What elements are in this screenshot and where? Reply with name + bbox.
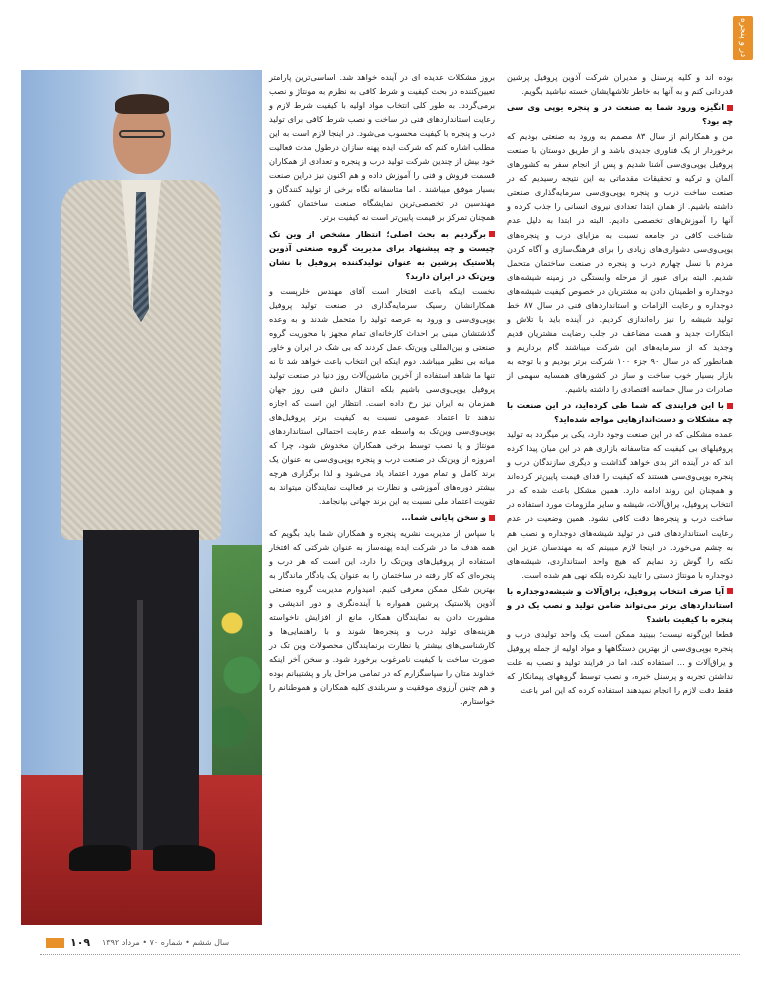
question-marker-icon	[489, 515, 495, 521]
interview-question	[507, 100, 733, 128]
question-text: با این فرایندی که شما طی کرده‌اید، در این صنعت با چه مشکلات و دست‌اندازهایی مواجه شده‌اید؟	[507, 400, 733, 425]
interview-question	[269, 227, 495, 283]
question-text: برگردیم به بحث اصلی؛ انتظار مشخص از وین تک چیست و چه پیشنهاد برای مدیریت گروه صنعتی آذوین پلاستیک پرشین به عنوان تولیدکننده پروفیل با نشان وین‌تک در ایران دارید؟	[269, 228, 495, 281]
text-column-right	[507, 70, 733, 697]
interview-question	[269, 510, 495, 524]
page-footer	[40, 936, 740, 956]
page-number: ۱۰۹	[70, 936, 91, 949]
text-column-middle	[269, 70, 495, 708]
question-marker-icon	[727, 588, 733, 594]
interview-question	[507, 398, 733, 426]
interview-question	[507, 584, 733, 626]
answer-paragraph: با سپاس از مدیریت نشریه پنجره و همکاران شما باید بگویم که همه هدف ما در شرکت ایده پهنه‌ساز به عنوان شرکتی که افتخار استفاده از پروفیل‌های وین‌تک را دارد، این است که هر درب و پنجره‌ای که کار رفته در ساختمان را به عنوان یک یادگار ماندگار به بهترین شکل ممکن معرفی کنیم. امیدوارم مدیریت گروه صنعتی آذوین پلاستیک پرشین همواره با آینده‌نگری و دور اندیشی و مشورت دادن به نمایندگان همکار، مانع از افزایش ناخواسته هزینه‌های تولید درب و پنجره‌ها شوند و با راهنمایی‌ها و کارشناسی‌های بیشتر یا نظارت برنمایندگان محصولات وین تک در صورت ساخت با کیفیت نامرغوب برخورد شود. و سخن آخر اینکه خداوند متان را سپاسگزارم که در تمامی مراحل یار و پشتیبانم بوده و هم چنین آرزوی موفقیت و سربلندی کلیه همکاران و هموطنانم را خواستارم.	[269, 527, 495, 707]
question-marker-icon	[489, 231, 495, 237]
footer-divider	[40, 954, 740, 955]
question-text: و سخن پایانی شما...	[401, 512, 486, 523]
footer-accent	[46, 938, 64, 948]
answer-paragraph: قطعا این‌گونه نیست؛ ببینید ممکن است یک واحد تولیدی درب و پنجره یوپی‌وی‌سی از بهترین دستگاهها و مواد اولیه از جمله پروفیل و یراق‌آلات و ... استفاده کند، اما در فرایند تولید و نصب به علت نداشتن تجربه و پرسنل خبره، و نصب توسط گروههای پیمانکار که فقط دقت لازم را انجام نمیدهند استفاده کرده که این امر باعث	[507, 628, 733, 696]
section-tab: در و پنجره	[733, 16, 753, 60]
question-text: آیا صرف انتخاب پروفیل، یراق‌آلات و شیشه‌دوجداره با استانداردهای برتر می‌تواند ضامن تولید و نصب یک در و پنجره با کیفیت باشد؟	[507, 585, 733, 624]
answer-paragraph: عمده مشکلی که در این صنعت وجود دارد، یکی بر میگردد به تولید پروفیلهای بی کیفیت که متاسفانه بازاری هم در این میان پیدا کرده اند که در آینده اثر بدی خواهد گذاشت و دیگری سازندگان درب و پنجره یوپی‌وی‌سی هستند که کیفیت را فدای قیمت پایین‌تر کرده‌اند و همچنان این روند ادامه دارد. همین مشکل باعث شده که در انتخاب پروفیل، یراق‌آلات، شیشه و سایر ملزومات مورد استفاده در ساخت درب و پنجره‌ها دقت کافی نشود. همین وضعیت در عدم رعایت استانداردهای فنی در تولید شیشه‌های دوجداره و نصب هم به چشم می‌خورد. در اینجا لازم میبینم که به مهندسان عزیز این نکته را گوش زد نمایم که هیچ واحد استانداردی، شیشه‌های دوجداره با مونتاژ دستی را تایید نکرده بلکه نهی هم شده است.	[507, 429, 733, 580]
answer-paragraph: نخست اینکه باعث افتخار است آقای مهندس خلرپست و همکارانشان رسیک سرمایه‌گذاری در صنعت تولید پروفیل یوپی‌وی‌سی و ورود به عرصه تولید را متحمل شدند و به وعده گذشتشان مبنی بر احداث کارخانه‌ای تمام مجهز با محوریت گروه صنعتی و بین‌المللی وین‌تک عمل کردند که بی شک در ایران و خاور میانه بی نظیر میباشد. دوم اینکه این انتخاب باعث خواهد شد تا نه تنها ما شاهد استفاده از آخرین ماشین‌آلات روز دنیا در صنعت تولید پروفیل یوپی‌وی‌سی باشیم بلکه انتقال دانش فنی روز جهان همزمان به ایران نیز رخ داده است. انتظار این است که اجازه ندهند تا اعتماد عمومی نسبت به کیفیت برتر پروفیل‌های یوپی‌وی‌سی وین‌تک به واسطه عدم رعایت احتمالی استانداردهای مونتاژ و یا نصب توسط برخی همکاران مخدوش شود، چرا که امروزه از وین‌تک در صنعت درب و پنجره یوپی‌وی‌سی به عنوان یک برند کامل و تمام مورد اعتماد یاد می‌شود و لذا برگزاری هرچه بیشتر دوره‌های آموزشی و نظارت بر فعالیت نمایندگان میتواند به تقویت اعتماد ملی نسبت به این برند جهانی بیانجامد.	[269, 285, 495, 507]
photo-person	[61, 80, 221, 880]
question-text: انگیزه ورود شما به صنعت در و پنجره یوپی وی سی چه بود؟	[507, 102, 733, 127]
answer-paragraph: من و همکارانم از سال ۸۳ مصمم به ورود به صنعتی بودیم که برخوردار از یک فناوری جدیدی باشد و از طریق دوستان با صنعت پروفیل یوپی‌وی‌سی آشنا شدیم و پس از انجام سفر به کشورهای آلمان و ترکیه و تحقیقات مقدماتی به این نتیجه رسیدیم که در صنعت ساخت درب و پنجره یوپی‌وی‌سی سرمایه‌گذاری صنعتی داشته باشیم. از همان ابتدا تعدادی نیروی انسانی را جذب کرده و آنها را آموزش‌های تخصصی دادیم. البته در ابتدا به دلیل عدم شناخت کافی در جامعه نسبت به مزایای درب و پنجره‌های یوپی‌وی‌سی دشواری‌های زیادی را برای فرهنگ‌سازی و آگاه کردن مردم با نسل چهارم درب و پنجره در صنعت ساختمان متحمل شدیم. البته برای عبور از مرحله وابستگی در زمینه شیشه‌های دوجداره و اطمینان دادن به مشتریان در خصوص کیفیت شیشه‌های دوجداره و رعایت الزامات و استانداردهای فنی در سال ۸۷ خط تولید شیشه را نیز راه‌اندازی کردیم. در آینده باید با تلاش و ابتکارات جدید و همت مضاعف در جلب رضایت مشتریان قدیم وجدید که از سرمایه‌های این شرکت میباشند گام برداریم و همانطور که در سال ۹۰ جزء ۱۰۰ شرکت برتر بودیم و با توجه به بازار بسیار خوب ساخت و ساز در کشورهای همسایه سهمی از صادرات در سال حماسه اقتصادی را داشته باشیم.	[507, 131, 734, 395]
interviewee-photo	[21, 70, 262, 925]
issue-info: سال ششم • شماره ۷۰ • مرداد ۱۳۹۲	[102, 938, 230, 947]
question-marker-icon	[727, 403, 733, 409]
answer-paragraph: بروز مشکلات عدیده ای در آینده خواهد شد. اساسی‌ترین پارامتر تعیین‌کننده در بحث کیفیت و شرط کافی به نظرم به مونتاژ و نصب برمی‌گردد. به طور کلی انتخاب مواد اولیه با کیفیت شرط لازم و رعایت استانداردهای فنی در ساخت و نصب شرط کافی برای تولید درب و پنجره با کیفیت محسوب می‌شود. در اینجا لازم است به این مطلب اشاره کنم که شرکت ایده پهنه سازان درطول مدت فعالیت خود بیش از چندین شرکت تولید درب و پنجره و تعدادی از همکاران قسمت فروش و فنی را آموزش داده و هم اکنون نیز دراین صنعت بسیار موفق میباشند . اما متاسفانه نگاه برخی از تولید کنندگان و مهندسین در تخصصی‌ترین نمایشگاه صنعت ساختمان کشور، همچنان تمرکز بر قیمت پایین‌تر است نه کیفیت برتر.	[269, 72, 495, 223]
question-marker-icon	[727, 105, 733, 111]
answer-paragraph: بوده اند و کلیه پرسنل و مدیران شرکت آذوین پروفیل پرشین قدردانی کنم و به آنها به خاطر تلاشهایشان خسته نباشید بگویم.	[507, 72, 733, 97]
